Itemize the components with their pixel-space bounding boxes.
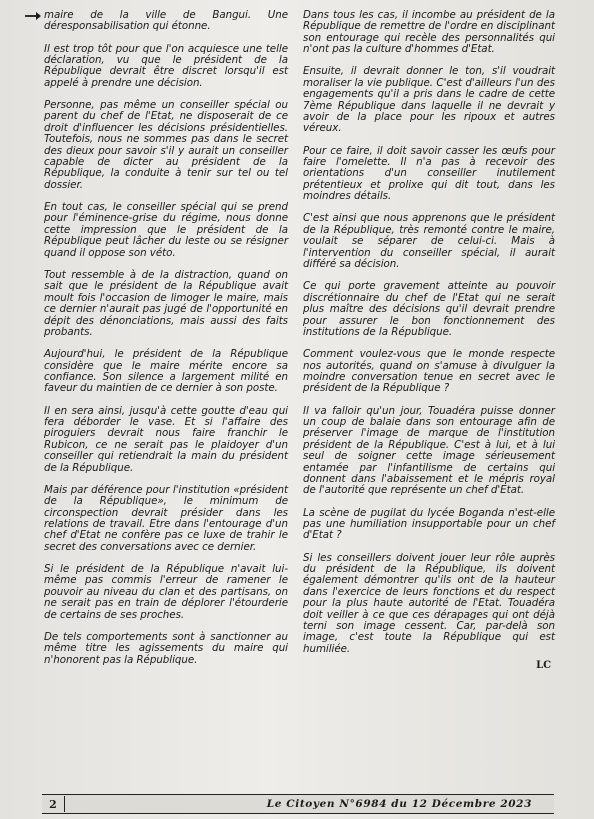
paragraph: Comment voulez-vous que le monde respecte nos autorités, quand on s'amuse à divulguer la moindre conversation tenue en secret avec le président de la République ? <box>303 348 555 395</box>
paragraph: Si le président de la République n'avait lui-même pas commis l'erreur de ramener le pouvoir au niveau du clan et des partisans, on ne serait pas en train de déplorer l'étourderie de certains de ses proches. <box>44 563 288 621</box>
paragraph: Personne, pas même un conseiller spécial ou parent du chef de l'Etat, ne disposerait de ce droit d'influencer les décisions présidentielles. Toutefois, nous ne sommes pas dans le secret des dieux pour savoir s'il y aurait un conseiller capable de dicter au président de la République, la conduite à tenir sur tel ou tel dossier. <box>44 99 288 191</box>
paragraph: Aujourd'hui, le président de la République considère que le maire mérite encore sa confiance. Son silence a largement milité en faveur du maintien de ce dernier à son poste. <box>44 348 288 395</box>
paragraph: De tels comportements sont à sanctionner au même titre les agissements du maire qui n'honorent pas la République. <box>44 630 288 666</box>
left-column <box>44 10 288 677</box>
paragraph: Mais par déférence pour l'institution «président de la République», le minimum de circonspection devrait présider dans les relations de travail. Etre dans l'entourage d'un chef d'Etat ne confère pas ce luxe de trahir le secret des conversations avec ce dernier. <box>44 483 288 553</box>
paragraph: En tout cas, le conseiller spécial qui se prend pour l'éminence-grise du régime, nous donne cette impression que le président de la République peut lâcher du leste ou se résigner quand il oppose son véto. <box>44 201 288 259</box>
paragraph: maire de la ville de Bangui. Une déresponsabilisation qui étonne. <box>44 9 288 33</box>
paragraph: Pour ce faire, il doit savoir casser les œufs pour faire l'omelette. Il n'a pas à recevoir des orientations d'un conseiller inutilement prétentieux et prolixe qui dit tout, dans les moindres détails. <box>303 144 555 203</box>
paragraph: Ensuite, il devrait donner le ton, s'il voudrait moraliser la vie publique. C'est d'ailleurs l'un des engagements qu'il a pris dans le cadre de cette 7ème République dans laquelle il ne devrait y avoir de la place pour les ripoux et autres véreux. <box>303 65 555 135</box>
paragraph: Tout ressemble à de la distraction, quand on sait que le président de la République avait moult fois l'occasion de limoger le maire, mais ce dernier n'aurait pas jugé de l'opportunité en dépit des dénonciations, mais aussi des faits probants. <box>44 268 288 338</box>
right-column <box>303 10 555 671</box>
paragraph: C'est ainsi que nous apprenons que le président de la République, très remonté contre le maire, voulait se séparer de celui-ci. Mais à l'intervention du conseiller spécial, il aurait différé sa décision. <box>303 212 555 271</box>
paragraph: Ce qui porte gravement atteinte au pouvoir discrétionnaire du chef de l'Etat qui ne serait plus maître des décisions qu'il devrait prendre pour assurer le bon fonctionnement des institutions de la République. <box>303 280 555 338</box>
author-signature: LC <box>536 660 551 672</box>
paragraph: Si les conseillers doivent jouer leur rôle auprès du président de la République, ils doivent également démontrer qu'ils ont de la hauteur dans l'exercice de leurs fonctions et du respect pour la plus haute autorité de l'Etat. Touadéra doit veiller à ce que ces dérapages qui ont déjà terni son image cessent. Car, par-delà son image, c'est toute la République qui est humiliée. <box>303 551 555 655</box>
paragraph: La scène de pugilat du lycée Boganda n'est-elle pas une humiliation insupportable pour un chef d'Etat ? <box>303 506 555 542</box>
paragraph: Il est trop tôt pour que l'on acquiesce une telle déclaration, vu que le président de la République devrait être discret lorsqu'il est appelé à prendre une décision. <box>44 42 288 89</box>
right-arrow-icon <box>24 11 42 21</box>
page-number: 2 <box>42 796 65 812</box>
paragraph: Dans tous les cas, il incombe au président de la République de remettre de l'ordre en disciplinant son entourage qui recèle des personnalités qui n'ont pas la culture d'hommes d'Etat. <box>303 9 555 56</box>
page-footer <box>42 794 554 814</box>
paragraph: Il va falloir qu'un jour, Touadéra puisse donner un coup de balaie dans son entourage afin de préserver l'image de marque de l'institution président de la République. C'est à lui, et à lui seul de soigner cette image sérieusement entamée par l'infantilisme de certains qui donnent dans l'abaissement et le mépris royal de l'autorité que représente un chef d'Etat. <box>303 404 555 497</box>
publication-line: Le Citoyen N°6984 du 12 Décembre 2023 <box>266 798 532 810</box>
paragraph: Il en sera ainsi, jusqu'à cette goutte d'eau qui fera déborder le vase. Et si l'affaire des piroguiers devrait nous faire franchir le Rubicon, ce ne serait pas le plaidoyer d'un conseiller qui retiendrait la main du président de la République. <box>44 404 288 474</box>
